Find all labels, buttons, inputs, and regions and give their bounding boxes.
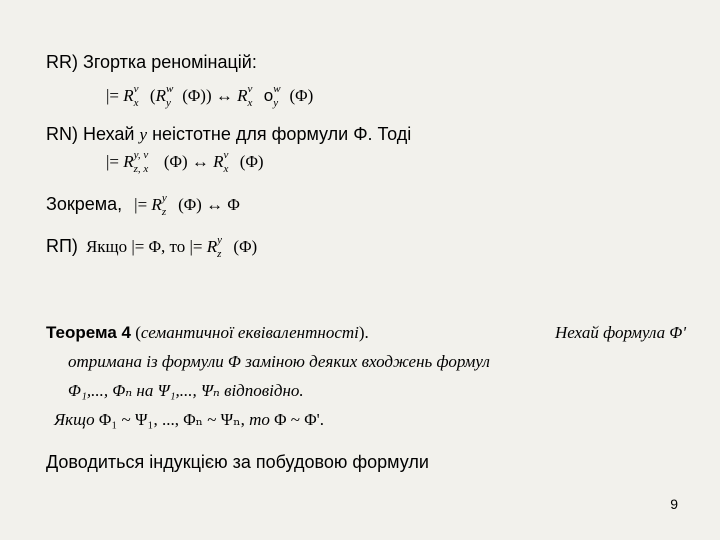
page-number: 9	[670, 496, 678, 512]
rp-line: RП) Якщо |= Φ, то |= R y z (Φ)	[46, 234, 258, 260]
rn-label: RN) Нехай y неістотне для формули Φ. Тоді	[46, 124, 412, 144]
proof-text: Доводиться індукцією за побудовою формули	[46, 452, 429, 472]
iff-symbol: ↔	[215, 86, 233, 105]
rr-formula: |= R v x (R w y (Φ)) ↔ R v x o w y (Φ)	[106, 83, 314, 109]
zokrema-line: Зокрема, |= R y z (Φ) ↔ Φ	[46, 192, 240, 218]
rn-formula: |= R y, v z, x (Φ) ↔ R v x (Φ)	[106, 149, 264, 175]
theorem-block: Теорема 4 (семантичної еквівалентності). Нехай формула Φ' отримана із формули Φ заміною деяких входжень формул Φ₁,..., Φₙ на Ψ₁,..., Ψₙ відповідно. Якщо Φ₁ ~ Ψ₁, ..., Φₙ ~ Ψₙ, то Φ ~ Φ'.	[46, 323, 686, 429]
theorem-title: Теорема 4	[46, 323, 131, 342]
turnstile: |=	[106, 86, 119, 105]
reno-R: R	[123, 86, 134, 105]
theorem-subtitle: семантичної еквівалентності	[140, 323, 359, 342]
rr-label: RR) Згортка реномінацій:	[46, 52, 257, 72]
compose-symbol: o	[263, 86, 274, 105]
